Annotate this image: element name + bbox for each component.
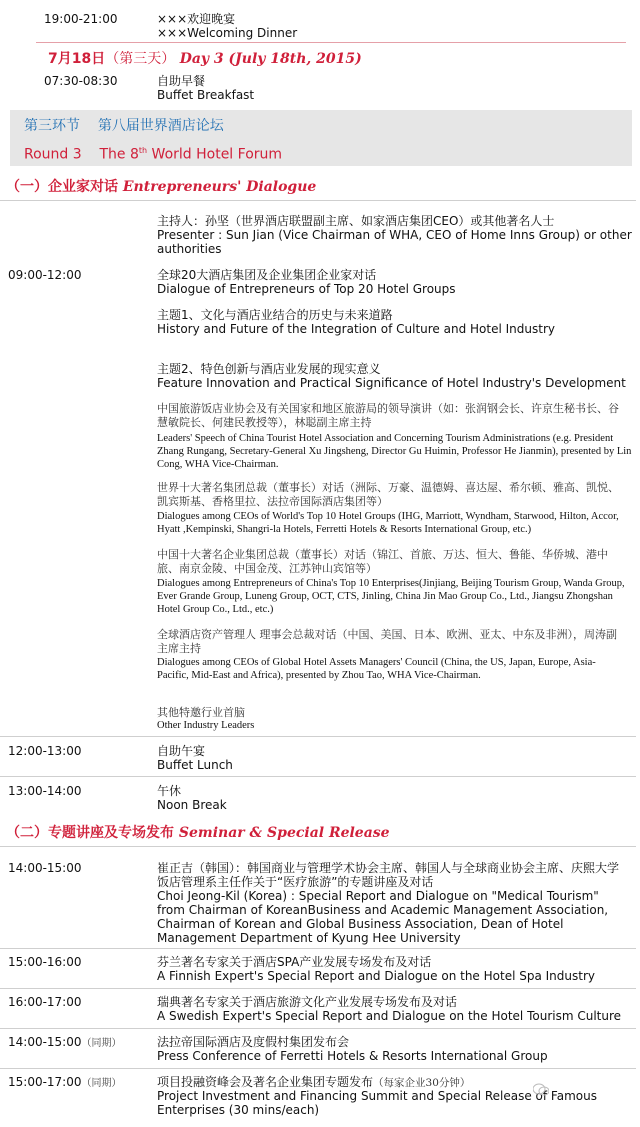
- divider: [0, 200, 636, 201]
- leaders-en: Leaders' Speech of China Tourist Hotel Association and Concerning Tourism Administrations (e.g. President Zhang Rungang, Secretary-General Xu Jingsheng, Director Gu Huimin, Professor He Jianmin), presented by Lin Cong, WHA Vice-Chairman.: [157, 433, 632, 470]
- break-en: Noon Break: [157, 798, 227, 812]
- assets-zh: 全球酒店资产管理人 理事会总裁对话（中国、美国、日本、欧洲、亚太、中东及非洲），周涛副主席主持: [157, 628, 617, 655]
- seminar-en: Choi Jeong-Kil (Korea) : Special Report and Dialogue on "Medical Tourism" from Chairman of KoreanBusiness and Academic Management Association, Chairman of Korean and Global Business Association, Dean of Hotel Management Department of Kyung Hee University: [157, 889, 609, 945]
- day3-paren-zh: （第三天）: [105, 51, 176, 67]
- presenter-zh: 主持人：孙坚（世界酒店联盟副主席、如家酒店集团CEO）或其他著名人士: [157, 214, 555, 228]
- section2-heading: [6, 825, 390, 841]
- seminar-zh: 芬兰著名专家关于酒店SPA产业发展专场发布及对话: [157, 955, 432, 969]
- concurrent-tag: （同期）: [81, 1078, 122, 1089]
- lunch-en: Buffet Lunch: [157, 758, 233, 772]
- seminar-time: 16:00-17:00: [8, 995, 82, 1009]
- dialogue-en: Dialogue of Entrepreneurs of Top 20 Hotel Groups: [157, 282, 456, 296]
- divider: [0, 1068, 636, 1069]
- seminar-zh: 项目投融资峰会及著名企业集团专题发布: [157, 1075, 374, 1089]
- seminar-en: A Finnish Expert's Special Report and Dialogue on the Hotel Spa Industry: [157, 969, 595, 983]
- day3-date-zh: 7月18日: [48, 51, 106, 67]
- seminar-zh-line: [157, 1075, 633, 1090]
- dinner-time: 19:00-21:00: [44, 12, 118, 26]
- dinner-zh: ×××欢迎晚宴: [157, 12, 236, 26]
- dinner-en: ×××Welcoming Dinner: [157, 26, 298, 40]
- dialogue-zh: 全球20大酒店集团及企业集团企业家对话: [157, 268, 377, 282]
- assets-en: Dialogues among CEOs of Global Hotel Assets Managers' Council (China, the US, Japan, Europe, Asia-Pacific, Mid-East and Africa), presented by Zhou Tao, WHA Vice-Chairman.: [157, 657, 596, 681]
- divider: [0, 1028, 636, 1029]
- others-en: Other Industry Leaders: [157, 720, 255, 731]
- section2-en: Seminar & Special Release: [178, 825, 390, 841]
- seminar-en: Project Investment and Financing Summit and Special Release of Famous Enterprises (30 mins/each): [157, 1089, 597, 1117]
- round-zh-label: 第三环节: [24, 118, 80, 134]
- breakfast-zh: 自助早餐: [157, 74, 206, 88]
- wechat-watermark-icon: [533, 1082, 549, 1096]
- seminar-en: Press Conference of Ferretti Hotels & Resorts International Group: [157, 1049, 548, 1063]
- concurrent-tag: （同期）: [81, 1038, 122, 1049]
- others-zh: 其他特邀行业首脑: [157, 706, 245, 719]
- theme2-zh: 主题2、特色创新与酒店业发展的现实意义: [157, 362, 381, 376]
- round-en: [24, 143, 282, 163]
- seminar-time: 15:00-16:00: [8, 955, 82, 969]
- seminar-time: [8, 1075, 122, 1091]
- round-en-label: Round 3: [24, 146, 82, 163]
- presenter-en: Presenter : Sun Jian (Vice Chairman of WHA, CEO of Home Inns Group) or other authorities: [157, 228, 632, 256]
- section1-zh: （一）企业家对话: [6, 179, 118, 195]
- break-zh: 午休: [157, 784, 182, 798]
- round-zh: [24, 118, 224, 134]
- section1-heading: [6, 179, 316, 195]
- divider: [36, 42, 626, 43]
- world10-zh: 世界十大著名集团总裁（董事长）对话（洲际、万豪、温德姆、喜达屋、希尔顿、雅高、凯悦、凯宾斯基、香格里拉、法拉帝国际酒店集团等）: [157, 481, 619, 508]
- round-en-sup: th: [138, 146, 148, 155]
- section2-zh: （二）专题讲座及专场发布: [6, 825, 174, 841]
- divider: [0, 948, 636, 949]
- divider: [0, 736, 636, 737]
- breakfast-time: 07:30-08:30: [44, 74, 118, 88]
- theme1-en: History and Future of the Integration of Culture and Hotel Industry: [157, 322, 555, 336]
- breakfast-en: Buffet Breakfast: [157, 88, 255, 102]
- day3-en: Day 3 (July 18th, 2015): [179, 51, 362, 67]
- lunch-time: 12:00-13:00: [8, 744, 82, 758]
- seminar-zh: 崔正吉（韩国）：韩国商业与管理学术协会主席、韩国人与全球商业协会主席、庆熙大学饭店管理系主任作关于“医疗旅游”的专题讲座及对话: [157, 861, 620, 889]
- seminar-time-value: 14:00-15:00: [8, 1035, 82, 1049]
- day3-heading: [48, 51, 362, 67]
- china10-en: Dialogues among Entrepreneurs of China's Top 10 Enterprises(Jinjiang, Beijing Tourism Group, Wanda Group, Ever Grande Group, Luneng Group, OCT, CTS, Jinling, China Jin Mao Group Co., Ltd., Jiangsu Zhongshan Hotel Group Co., Ltd., etc.): [157, 578, 625, 615]
- round-en-title-post: World Hotel Forum: [147, 146, 283, 163]
- divider: [0, 988, 636, 989]
- seminar-zh: 瑞典著名专家关于酒店旅游文化产业发展专场发布及对话: [157, 995, 458, 1009]
- break-time: 13:00-14:00: [8, 784, 82, 798]
- china10-zh: 中国十大著名企业集团总裁（董事长）对话（锦江、首旅、万达、恒大、鲁能、华侨城、港中旅、南京金陵、中国金茂、江苏钟山宾馆等）: [157, 548, 608, 575]
- round-en-title-pre: The 8: [99, 146, 139, 163]
- seminar-zh-note: （每家企业30分钟）: [373, 1077, 471, 1089]
- divider: [0, 846, 636, 847]
- leaders-zh: 中国旅游饭店业协会及有关国家和地区旅游局的领导演讲（如：张润钢会长、许京生秘书长、谷慧敏院长、何建民教授等），林聪副主席主持: [157, 402, 619, 429]
- divider: [0, 776, 636, 777]
- theme2-en: Feature Innovation and Practical Significance of Hotel Industry's Development: [157, 376, 626, 390]
- seminar-time: [8, 1035, 122, 1051]
- world10-en: Dialogues among CEOs of World's Top 10 Hotel Groups (IHG, Marriott, Wyndham, Starwood, Hilton, Accor, Hyatt ,Kempinski, Shangri-la Hotels, Ferretti Hotels & Resorts International Group, etc.): [157, 511, 619, 535]
- seminar-time: 14:00-15:00: [8, 861, 82, 875]
- seminar-time-value: 15:00-17:00: [8, 1075, 82, 1089]
- lunch-zh: 自助午宴: [157, 744, 206, 758]
- seminar-zh: 法拉帝国际酒店及度假村集团发布会: [157, 1035, 350, 1049]
- theme1-zh: 主题1、文化与酒店业结合的历史与未来道路: [157, 308, 393, 322]
- forum-time: 09:00-12:00: [8, 268, 82, 282]
- round-zh-title: 第八届世界酒店论坛: [97, 118, 224, 134]
- seminar-en: A Swedish Expert's Special Report and Dialogue on the Hotel Tourism Culture: [157, 1009, 622, 1023]
- section1-en: Entrepreneurs' Dialogue: [122, 179, 317, 195]
